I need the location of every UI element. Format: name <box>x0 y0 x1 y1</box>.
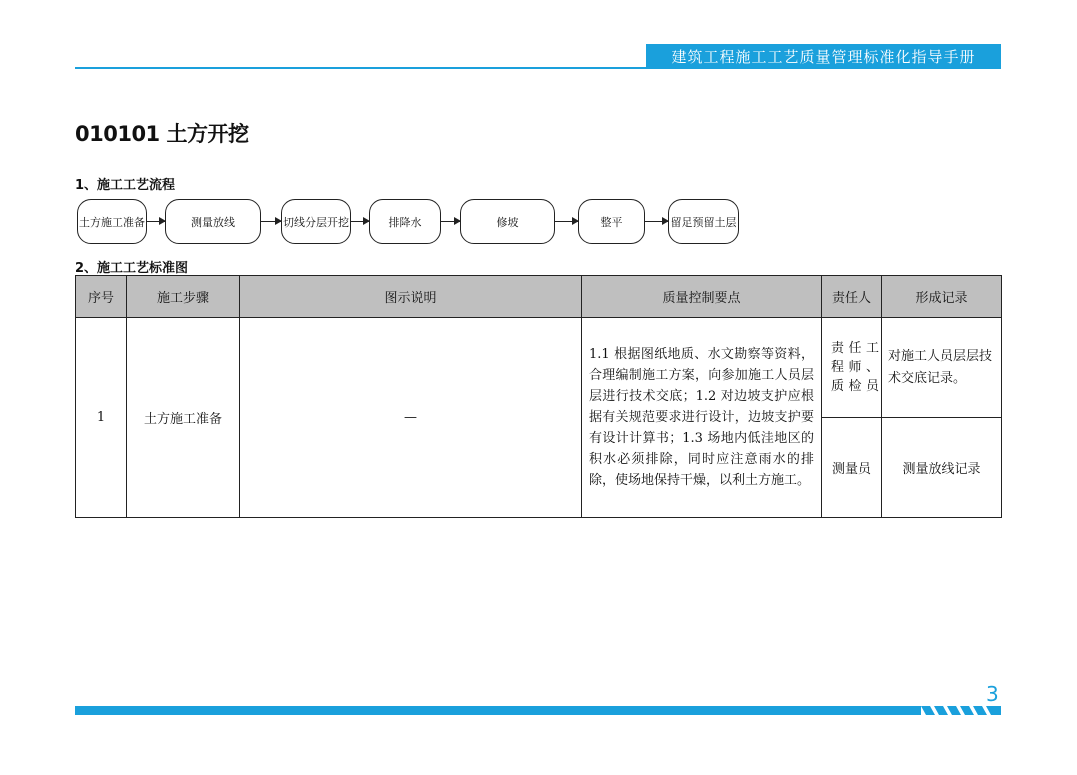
flow-step-survey: 测量放线 <box>165 199 261 244</box>
flow-step-layered-excavation: 切线分层开挖 <box>281 199 351 244</box>
flow-arrow <box>147 221 165 222</box>
cell-record-2: 测量放线记录 <box>882 418 1002 518</box>
flow-step-reserve-soil: 留足预留土层 <box>668 199 739 244</box>
col-header-illustration: 图示说明 <box>240 276 582 318</box>
flow-arrow <box>351 221 369 222</box>
cell-step: 土方施工准备 <box>127 318 240 518</box>
flow-arrow <box>261 221 281 222</box>
flow-step-dewatering: 排降水 <box>369 199 441 244</box>
page-number: 3 <box>986 682 999 706</box>
flow-arrow <box>645 221 668 222</box>
flow-step-leveling: 整平 <box>578 199 645 244</box>
standard-table <box>75 275 1002 518</box>
manual-title-tab <box>646 44 1001 69</box>
flow-step-slope-trim: 修坡 <box>460 199 555 244</box>
flow-step-earthwork-prep: 土方施工准备 <box>77 199 147 244</box>
table-row <box>76 318 1002 418</box>
cell-quality-points: 1.1 根据图纸地质、水文勘察等资料，合理编制施工方案，向参加施工人员层层进行技术交底；1.2 对边坡支护应根据有关规范要求进行设计，边坡支护要有设计计算书；1.3 场地内低洼地区的积水必须排除，同时应注意雨水的排除，使场地保持干燥，以利土方施工。 <box>582 318 822 518</box>
flow-arrow <box>555 221 578 222</box>
section-heading-standard: 2、施工工艺标准图 <box>75 261 189 276</box>
cell-responsible-1: 责任工程师、质检员 <box>822 318 882 418</box>
cell-no: 1 <box>76 318 127 518</box>
process-flowchart <box>77 199 757 247</box>
manual-title: 建筑工程施工工艺质量管理标准化指导手册 <box>671 48 976 66</box>
col-header-record: 形成记录 <box>882 276 1002 318</box>
col-header-responsible: 责任人 <box>822 276 882 318</box>
cell-responsible-2: 测量员 <box>822 418 882 518</box>
cell-record-1: 对施工人员层层技术交底记录。 <box>882 318 1002 418</box>
section-heading-process: 1、施工工艺流程 <box>75 178 176 193</box>
footer-bar <box>75 706 1001 715</box>
page-title: 010101 土方开挖 <box>75 122 249 146</box>
col-header-quality: 质量控制要点 <box>582 276 822 318</box>
cell-illustration: — <box>240 318 582 518</box>
flow-arrow <box>441 221 460 222</box>
col-header-no: 序号 <box>76 276 127 318</box>
footer-stripes-decoration <box>921 706 1001 715</box>
table-header-row <box>76 276 1002 318</box>
col-header-step: 施工步骤 <box>127 276 240 318</box>
